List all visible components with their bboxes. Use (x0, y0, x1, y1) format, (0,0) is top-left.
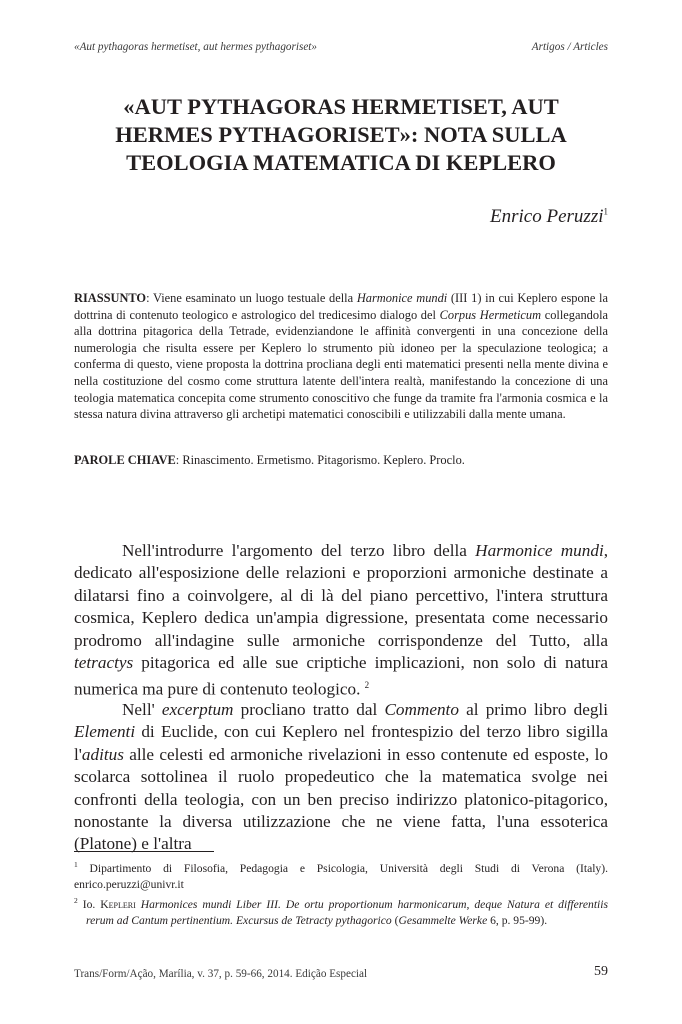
journal-citation: Trans/Form/Ação, Marília, v. 37, p. 59-66, 2014. Edição Especial (74, 968, 368, 980)
p2-italic-3: Elementi (74, 722, 136, 742)
p2-italic-1: excerptum (161, 700, 234, 719)
author (490, 206, 608, 228)
p2-text-1: Nell' (122, 700, 162, 719)
author-footnote-ref[interactable]: 1 (603, 206, 608, 217)
p1-footnote-ref[interactable]: 2 (364, 680, 370, 691)
abstract-corpus-title: Corpus Hermeticum (439, 307, 542, 322)
keywords (74, 452, 608, 469)
footnote-2-number: 2 (74, 896, 78, 905)
p2-italic-4: aditus (81, 744, 124, 764)
abstract-label: RIASSUNTO (74, 291, 147, 305)
footnote-1 (74, 857, 608, 893)
p2-italic-2: Commento (384, 700, 459, 719)
abstract-roman-numeral: 1 (471, 291, 478, 305)
p2-text-2: procliano tratto dal (233, 700, 385, 719)
body-paragraph-1 (74, 540, 608, 702)
footnote-2-text-1: Io. (77, 897, 101, 911)
footnote-1-text: Dipartimento di Filosofia, Pedagogia e Psicologia, Università degli Studi di Verona (Italy). enrico.peruzzi@univr.it (74, 861, 608, 891)
abstract (74, 290, 608, 423)
p2-text-3: al primo libro degli (458, 700, 608, 719)
p1-italic-1: Harmonice mundi (475, 541, 604, 560)
title-line-3: TEOLOGIA MATEMATICA DI KEPLERO (126, 150, 556, 175)
title-line-2: HERMES PYTHAGORISET»: NOTA SULLA (115, 122, 567, 147)
footnote-2-text-3: 6, p. 95-99). (487, 913, 548, 927)
footnote-2-author: Kepleri (100, 897, 136, 911)
abstract-text-4: collegandola alla dottrina pitagorica della Tetrade, evidenziandone le affinità convergenti in una concezione della numerologia che risulta essere per Keplero lo strumento più idoneo per la speculazione teologica; a conferma di questo, viene proposta la dottrina procliana degli enti matematici presenti nella mente divina e nella costituzione del cosmo come struttura latente dell'intera realtà, manifestando la concezione di una teologia matematica concepita come strumento conoscitivo che funge da tramite fra l'armonia cosmica e la stessa natura divina attraverso gli archetipi matematici conoscibili e utilizzabili dalla mente umana. (74, 307, 609, 422)
p1-text-2: , dedicato all'esposizione delle relazioni e proporzioni armoniche destinate a dilatarsi fino a coinvolgere, al di là del piano percettivo, l'intera struttura cosmica, Keplero dedica un'ampia digressione, presentata come necessario prodromo all'indagine sulle armoniche corrispondenze del Tutto, alla (74, 541, 609, 650)
p1-text-3: pitagorica ed alle sue criptiche implicazioni, non solo di natura numerica ma pure di contenuto teologico. (74, 653, 608, 700)
abstract-text-1: : Viene esaminato un luogo testuale della (146, 291, 357, 305)
p2-text-5: alle celesti ed armoniche rivelazioni in esso contenute ed esposte, lo scolarca sottolinea il ruolo propedeutico che la matematica svolge nei confronti della teologia, con un ben preciso indirizzo platonico-pitagorico, nonostante la diversa utilizzazione che ne viene fatta, l'una essoterica (Platone) e l'altra (74, 744, 608, 854)
body-paragraph-2 (74, 699, 608, 856)
running-header-title: «Aut pythagoras hermetiset, aut hermes pythagoriset» (74, 41, 317, 53)
footnote-1-number: 1 (74, 860, 78, 869)
author-name: Enrico Peruzzi (490, 206, 604, 227)
p2-text-4: di Euclide, con cui Keplero nel frontespizio del terzo libro sigilla l' (74, 722, 608, 764)
footnote-2-work-title: Harmonices mundi Liber III. De ortu proportionum harmonicarum, deque Natura et differentiis rerum ad Cantum pertinentium. Excursus de Tetracty pythagorico (86, 897, 608, 927)
keywords-label: PAROLE CHIAVE (74, 453, 176, 467)
p1-text-1: Nell'introdurre l'argomento del terzo libro della (122, 541, 476, 560)
p1-italic-2: tetractys (74, 653, 134, 673)
title-line-1: «AUT PYTHAGORAS HERMETISET, AUT (123, 94, 559, 119)
abstract-text-3: ) in cui Keplero espone la dottrina di contenuto teologico e astrologico del tredicesimo dialogo del (74, 291, 608, 322)
footnote-2-text-2: ( (391, 913, 399, 927)
footnote-divider (74, 851, 214, 852)
abstract-text-2: (III (447, 291, 472, 305)
abstract-work-title: Harmonice mundi (356, 291, 448, 305)
running-header-section: Artigos / Articles (531, 41, 608, 53)
article-title (74, 93, 608, 177)
page-number: 59 (594, 964, 608, 979)
footnote-2 (74, 893, 608, 929)
keywords-text: : Rinascimento. Ermetismo. Pitagorismo. Keplero. Proclo. (175, 453, 465, 467)
footnote-2-edition: Gesammelte Werke (398, 913, 488, 927)
